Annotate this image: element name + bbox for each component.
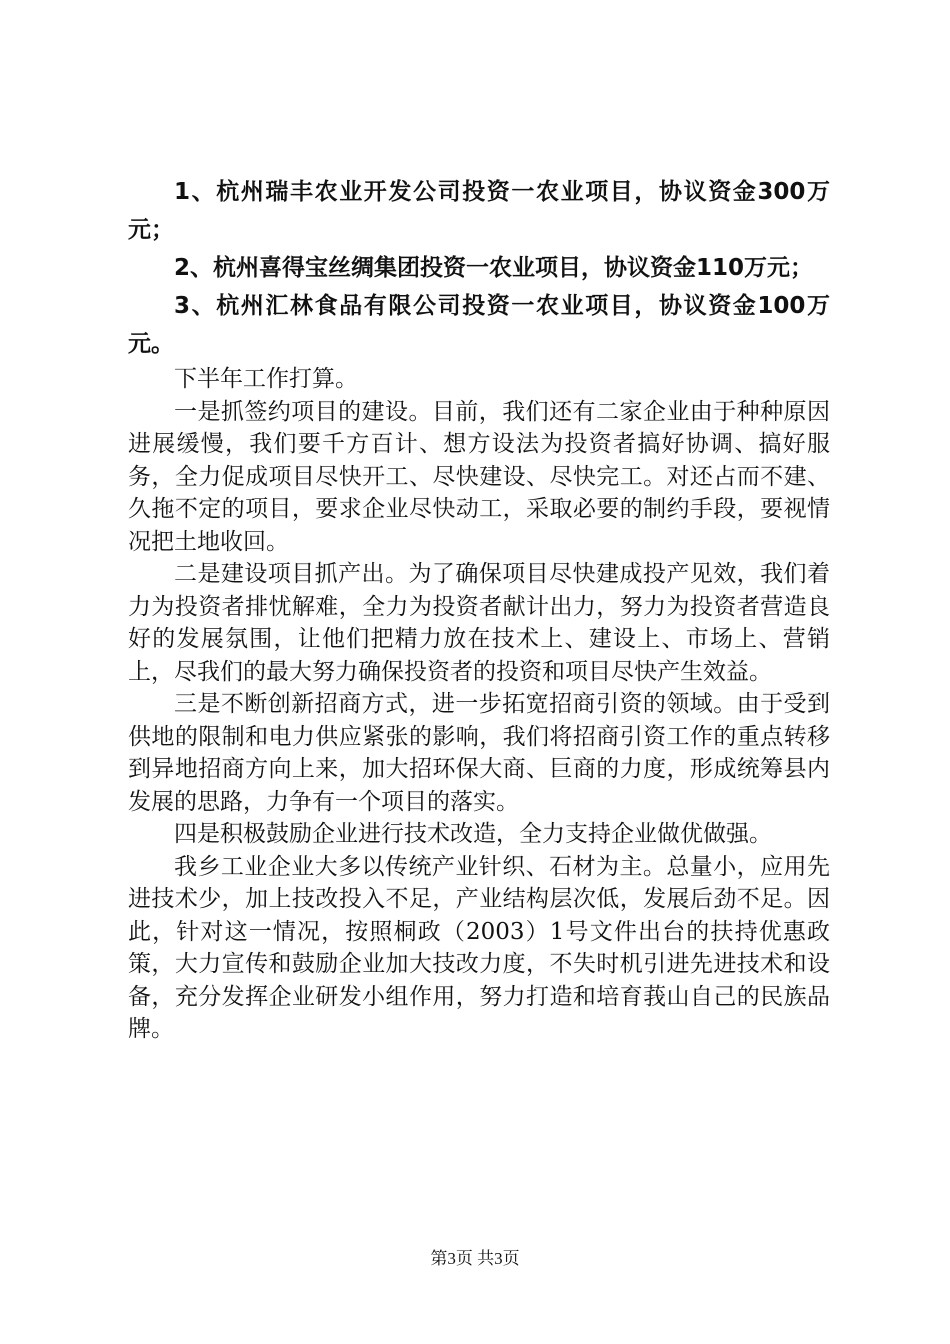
plan-paragraph-4: 四是积极鼓励企业进行技术改造，全力支持企业做优做强。 [174, 821, 772, 847]
plan-paragraph-1: 一是抓签约项目的建设。目前，我们还有二家企业由于种种原因进展缓慢，我们要千方百计、想方设法为投资者搞好协调、搞好服务，全力促成项目尽快开工、尽快建设、尽快完工。对还占而不建、久拖不定的项目，要求企业尽快动工，采取必要的制约手段，要视情况把土地收回。 [128, 398, 830, 555]
investment-item-3: 3、杭州汇林食品有限公司投资一农业项目，协议资金100万元。 [128, 293, 830, 357]
document-body [128, 173, 830, 1046]
plan-paragraph-3: 三是不断创新招商方式，进一步拓宽招商引资的领域。由于受到供地的限制和电力供应紧张的影响，我们将招商引资工作的重点转移到异地招商方向上来，加大招环保大商、巨商的力度，形成统筹县内发展的思路，力争有一个项目的落实。 [128, 691, 830, 815]
plan-paragraph-5: 我乡工业企业大多以传统产业针织、石材为主。总量小，应用先进技术少，加上技改投入不足，产业结构层次低，发展后劲不足。因此，针对这一情况，按照桐政（2003）1号文件出台的扶持优惠政策，大力宣传和鼓励企业加大技改力度，不失时机引进先进技术和设备，充分发挥企业研发小组作用，努力打造和培育莪山自己的民族品牌。 [128, 853, 830, 1042]
section-heading: 下半年工作打算。 [174, 366, 358, 392]
investment-item-1: 1、杭州瑞丰农业开发公司投资一农业项目，协议资金300万元； [128, 179, 830, 243]
page-number-footer: 第3页 共3页 [430, 1249, 520, 1268]
investment-item-2: 2、杭州喜得宝丝绸集团投资一农业项目，协议资金110万元； [174, 255, 814, 281]
plan-paragraph-2: 二是建设项目抓产出。为了确保项目尽快建成投产见效，我们着力为投资者排忧解难，全力为投资者献计出力，努力为投资者营造良好的发展氛围，让他们把精力放在技术上、建设上、市场上、营销上，尽我们的最大努力确保投资者的投资和项目尽快产生效益。 [128, 561, 830, 685]
